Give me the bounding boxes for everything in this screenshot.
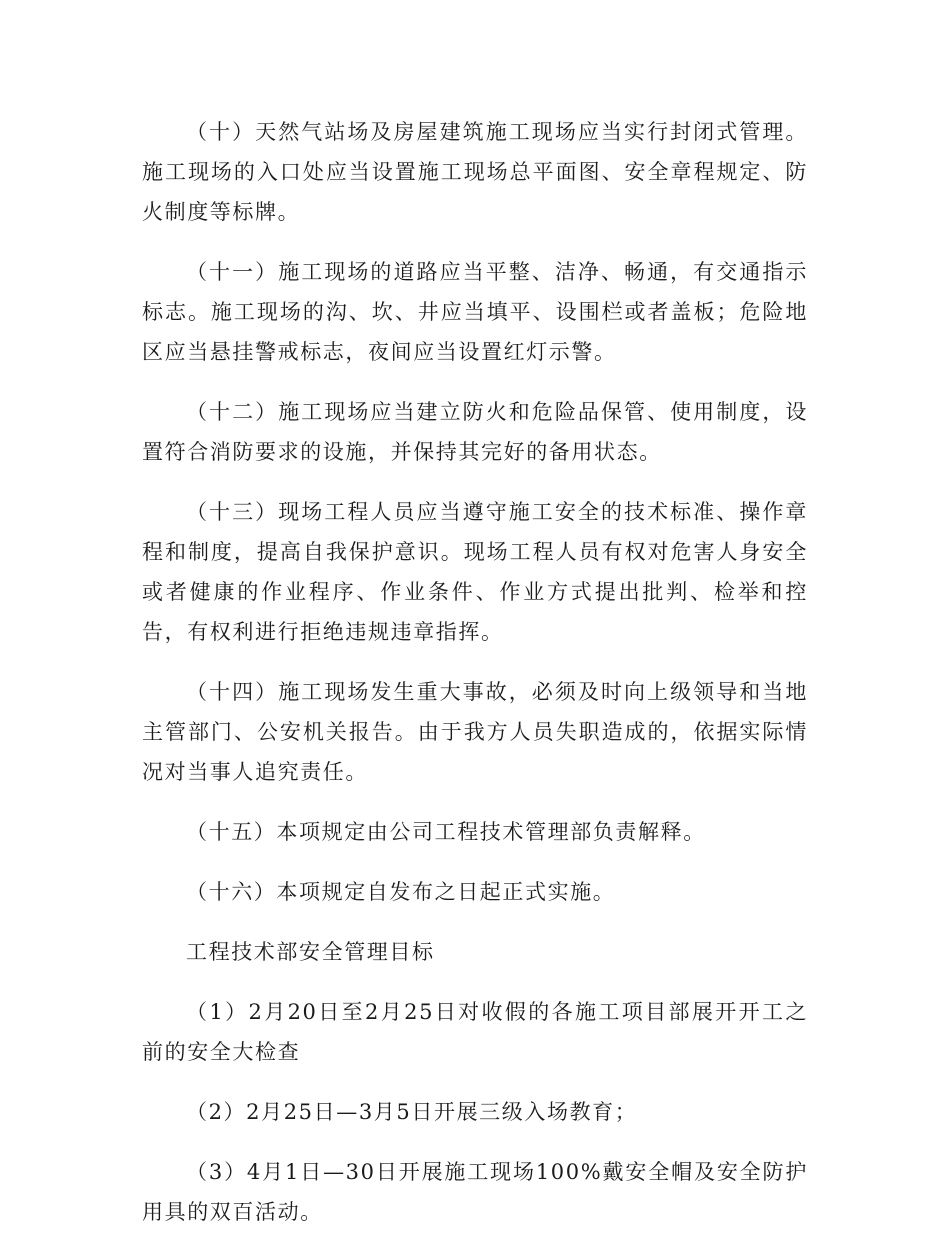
paragraph-12-fire-safety: （十二）施工现场应当建立防火和危险品保管、使用制度，设置符合消防要求的设施，并保持其完好的备用状态。	[142, 400, 808, 464]
paragraph-16-effective-date: （十六）本项规定自发布之日起正式实施。	[186, 880, 616, 904]
paragraph-13-worker-rights: （十三）现场工程人员应当遵守施工安全的技术标准、操作章程和制度，提高自我保护意识。现场工程人员有权对危害人身安全或者健康的作业程序、作业条件、作业方式提出批判、检举和控告，有权利进行拒绝违规违章指挥。	[142, 500, 808, 644]
paragraph-11-roads-signs: （十一）施工现场的道路应当平整、洁净、畅通，有交通指示标志。施工现场的沟、坎、井应当填平、设围栏或者盖板；危险地区应当悬挂警戒标志，夜间应当设置红灯示警。	[142, 260, 808, 364]
goal-item-3: （3）4月1日—30日开展施工现场100%戴安全帽及安全防护用具的双百活动。	[142, 1160, 808, 1224]
goal-item-1: （1）2月20日至2月25日对收假的各施工项目部展开开工之前的安全大检查	[142, 1000, 808, 1064]
document-body	[142, 112, 808, 1252]
goal-item-2: （2）2月25日—3月5日开展三级入场教育；	[186, 1100, 638, 1124]
section-heading-safety-goals: 工程技术部安全管理目标	[186, 940, 435, 964]
paragraph-10-site-closure: （十）天然气站场及房屋建筑施工现场应当实行封闭式管理。施工现场的入口处应当设置施工现场总平面图、安全章程规定、防火制度等标牌。	[142, 120, 808, 224]
paragraph-15-interpretation: （十五）本项规定由公司工程技术管理部负责解释。	[186, 820, 706, 844]
paragraph-14-accident-report: （十四）施工现场发生重大事故，必须及时向上级领导和当地主管部门、公安机关报告。由于我方人员失职造成的，依据实际情况对当事人追究责任。	[142, 680, 808, 784]
